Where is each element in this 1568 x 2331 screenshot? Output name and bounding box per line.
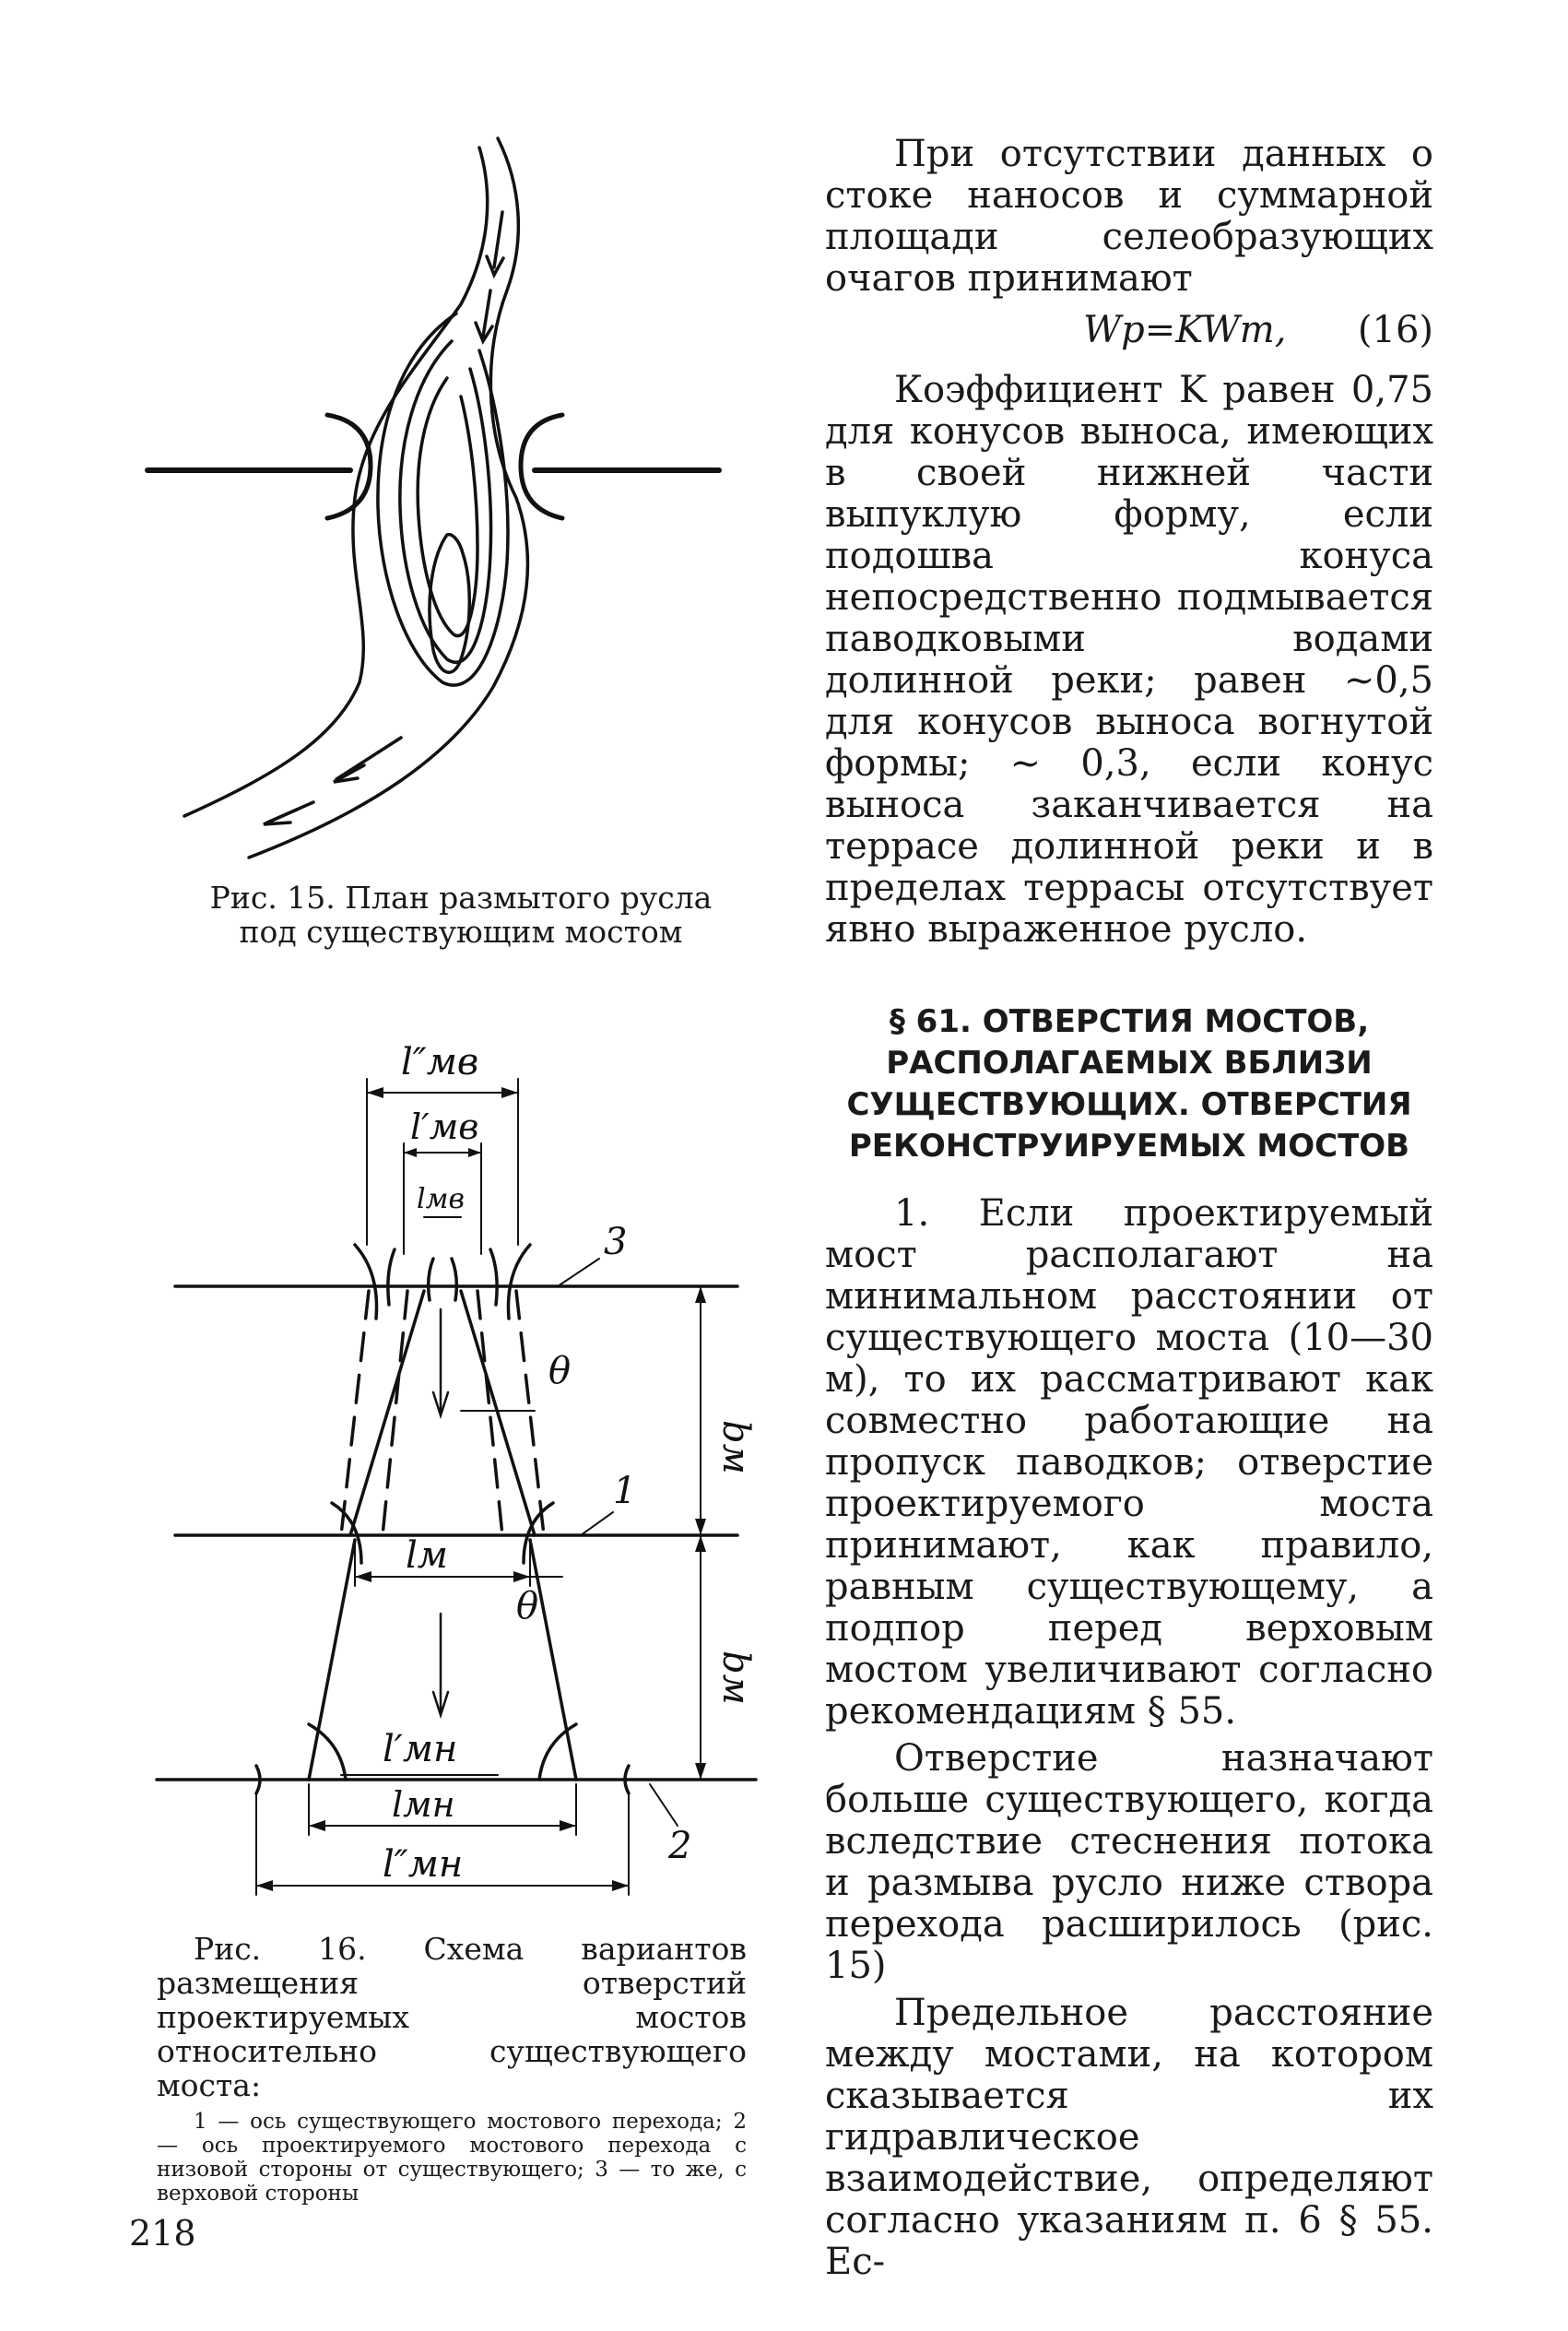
figure-15-caption: Рис. 15. План размытого русла под существующим мостом bbox=[209, 880, 713, 950]
paragraph-5: Предельное расстояние между мостами, на котором сказывается их гидравлическое взаимодействие, определяют согласно указаниям п. 6 § 55. Ес- bbox=[825, 1992, 1433, 2283]
label-b-m-upper: bм bbox=[714, 1420, 757, 1474]
label-l-mv-prime: l′мв bbox=[410, 1106, 479, 1147]
label-l-mn-prime: l′мн bbox=[383, 1728, 458, 1770]
formula-text: Wр=KWт, bbox=[1083, 309, 1287, 351]
section-heading: § 61. ОТВЕРСТИЯ МОСТОВ, РАСПОЛАГАЕМЫХ ВБЛИЗИ СУЩЕСТВУЮЩИХ. ОТВЕРСТИЯ РЕКОНСТРУИРУЕМЫХ МОСТОВ bbox=[846, 1003, 1412, 1165]
label-l-mn-double-prime: l″мн bbox=[383, 1843, 464, 1886]
label-theta-upper: θ bbox=[548, 1350, 572, 1392]
paragraph-3: 1. Если проектируемый мост располагают на минимальном расстоянии от существующего моста (10—30 м), то их рассматривают как совместно работающие на пропуск паводков; отверстие проектируемого моста принимают, как правило, равным существующему, а подпор перед верховым мостом увеличивают согласно рекомендациям § 55. bbox=[825, 1192, 1433, 1733]
label-l-mn: lмн bbox=[392, 1784, 455, 1825]
label-b-m-lower: bм bbox=[714, 1651, 757, 1705]
paragraph-2: Коэффициент K равен 0,75 для конусов выноса, имеющих в своей нижней части выпуклую форму, если подошва конуса непосредственно подмывается паводковыми водами долинной реки; равен ~0,5 для конусов выноса вогнутой формы; ~ 0,3, если конус выноса заканчивается на террасе долинной реки и в пределах террасы отсутствует явно выраженное русло. bbox=[825, 369, 1433, 951]
figure-16-caption: Рис. 16. Схема вариантов размещения отверстий проектируемых мостов относительно существующего моста: bbox=[157, 1931, 747, 2103]
label-3: 3 bbox=[604, 1221, 628, 1263]
page-number: 218 bbox=[129, 2213, 196, 2254]
label-l-mv-double-prime: l″мв bbox=[401, 1041, 479, 1083]
label-l-m: lм bbox=[406, 1534, 448, 1577]
label-theta-lower: θ bbox=[516, 1585, 539, 1627]
figure-16-caption-block bbox=[157, 1932, 747, 2206]
label-1: 1 bbox=[613, 1470, 637, 1512]
label-l-mv: lмв bbox=[417, 1183, 465, 1215]
paragraph-1: При отсутствии данных о стоке наносов и суммарной площади селеобразующих очагов принимают bbox=[825, 133, 1433, 300]
formula-number: (16) bbox=[1357, 309, 1433, 351]
label-2: 2 bbox=[668, 1825, 692, 1867]
right-column bbox=[825, 134, 1433, 2283]
figure-16-bridge-scheme bbox=[147, 1024, 774, 1909]
figure-16-legend: 1 — ось существующего мостового перехода; 2 — ось проектируемого мостового перехода с низовой стороны от существующего; 3 — то же, с верховой стороны bbox=[157, 2110, 747, 2206]
figure-15-river-plan bbox=[129, 129, 756, 867]
paragraph-4: Отверстие назначают больше существующего, когда вследствие стеснения потока и размыва русло ниже створа перехода расширилось (рис. 15) bbox=[825, 1737, 1433, 1987]
formula-16 bbox=[825, 305, 1433, 361]
